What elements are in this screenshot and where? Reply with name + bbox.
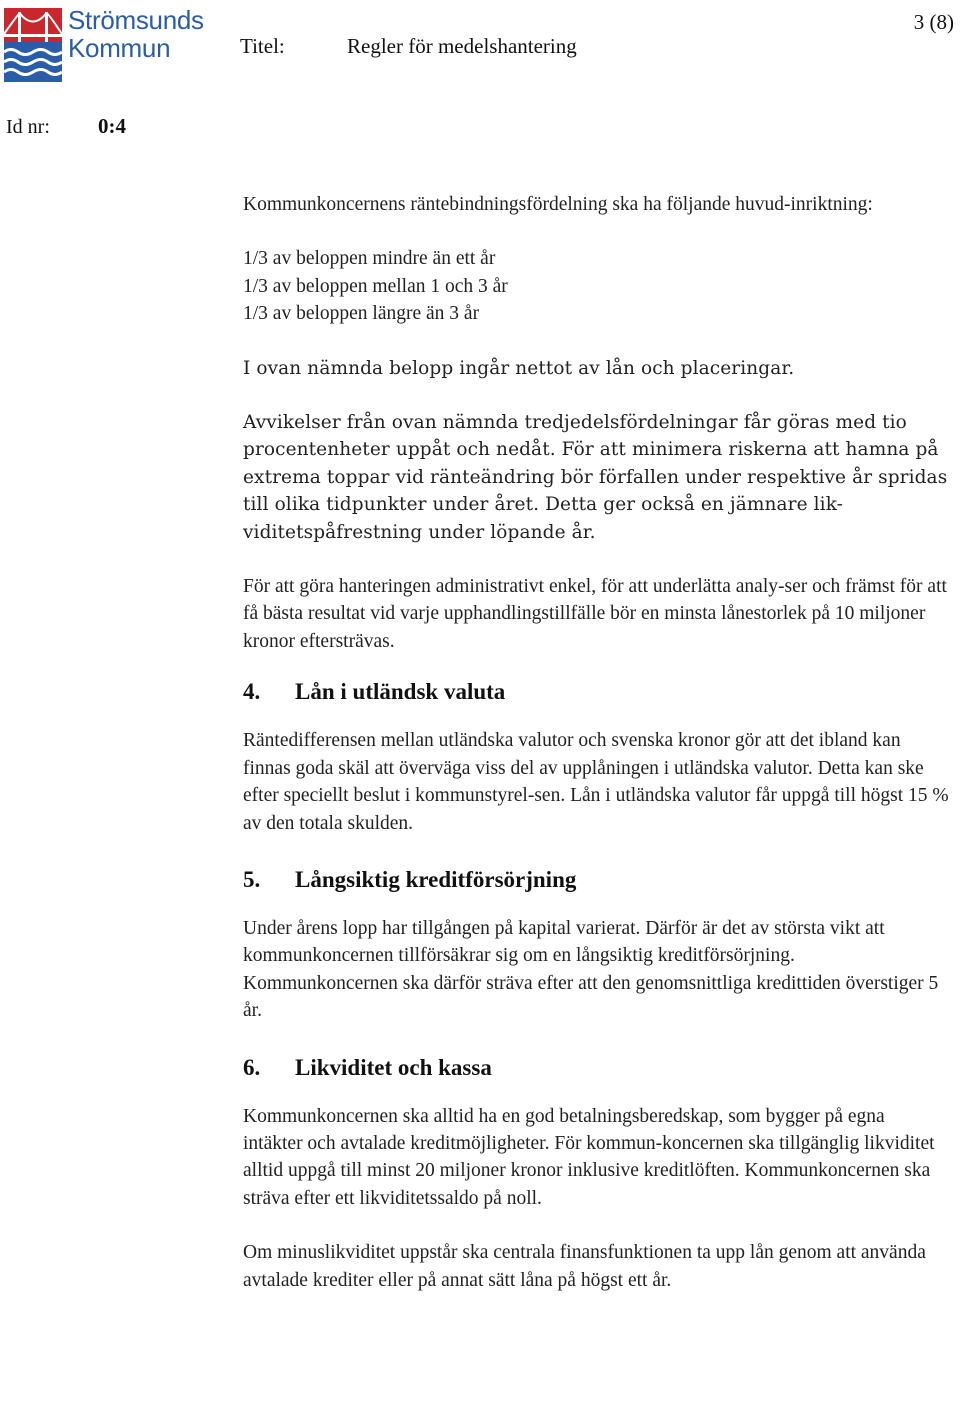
list-item: 1/3 av beloppen mellan 1 och 3 år [243, 275, 508, 297]
logo-line-2: Kommun [68, 33, 171, 63]
section-number: 6. [243, 1054, 261, 1080]
section-number: 5. [243, 866, 261, 892]
section-paragraph: Kommunkoncernen ska alltid ha en god betalningsberedskap, som bygger på egna intäkter och avtalade kreditmöjligheter. För kommun-koncernen ska tillgänglig likviditet alltid uppgå till minst 20 miljoner kronor inklusive kreditlöften. Kommunkoncernen ska sträva efter ett likviditetssaldo på noll. [243, 1105, 935, 1209]
section-title: Lån i utländsk valuta [295, 679, 506, 705]
id-label: Id nr: [6, 116, 50, 138]
intro-paragraph: Kommunkoncernens räntebindningsfördelning ska ha följande huvud-inriktning: [243, 194, 873, 215]
interest-binding-list [243, 245, 949, 327]
title-label: Titel: [240, 34, 285, 58]
section-title: Likviditet och kassa [295, 1054, 492, 1080]
bridge-logo-icon [4, 8, 62, 82]
list-item: 1/3 av beloppen längre än 3 år [243, 303, 480, 325]
logo-wordmark [68, 6, 204, 62]
section-title: Långsiktig kreditförsörjning [295, 866, 577, 892]
section-paragraph: Under årens lopp har tillgången på kapital varierat. Därför är det av största vikt att kommunkoncernen tillförsäkrar sig om en långsiktig kreditförsörjning. Kommunkoncernen ska därför sträva efter att den genomsnittliga kredittiden överstiger 5 år. [243, 917, 939, 1022]
page-number: 3 (8) [913, 10, 954, 34]
document-title: Regler för medelshantering [347, 34, 577, 58]
section-heading-4 [243, 677, 949, 707]
document-body [243, 191, 949, 1294]
hantering-paragraph: För att göra hanteringen administrativt enkel, för att underlätta analy-ser och främst för att få bästa resultat vid varje upphandlingstillfälle bör en minsta lånestorlek på 10 miljoner kronor eftersträvas. [243, 576, 947, 652]
logo-line-1: Strömsunds [68, 5, 204, 35]
netto-paragraph: I ovan nämnda belopp ingår nettot av lån och placeringar. [243, 357, 795, 379]
avvikelser-paragraph: Avvikelser från ovan nämnda tredjedelsfördelningar får göras med tio procentenheter uppåt och nedåt. För att minimera riskerna att hamna på extrema toppar vid ränteändring bör förfallen under respektive år spridas till olika tidpunkter under året. Detta ger också en jämnare lik-viditetspåfrestning under löpande år. [243, 412, 948, 543]
section-paragraph: Räntedifferensen mellan utländska valutor och svenska kronor gör att det ibland kan finnas goda skäl att överväga viss del av upplåningen i utländska valutor. Detta kan ske efter speciellt beslut i kommunstyrel-sen. Lån i utländska valutor får uppgå till högst 15 % av den totala skulden. [243, 730, 949, 834]
section-heading-5 [243, 865, 949, 895]
section-paragraph: Om minuslikviditet uppstår ska centrala finansfunktionen ta upp lån genom att använda avtalade krediter eller på annat sätt låna på högst ett år. [243, 1242, 926, 1291]
municipality-logo [4, 5, 204, 84]
id-value: 0:4 [98, 114, 126, 138]
section-heading-6 [243, 1053, 949, 1083]
list-item: 1/3 av beloppen mindre än ett år [243, 248, 496, 270]
section-number: 4. [243, 679, 261, 705]
